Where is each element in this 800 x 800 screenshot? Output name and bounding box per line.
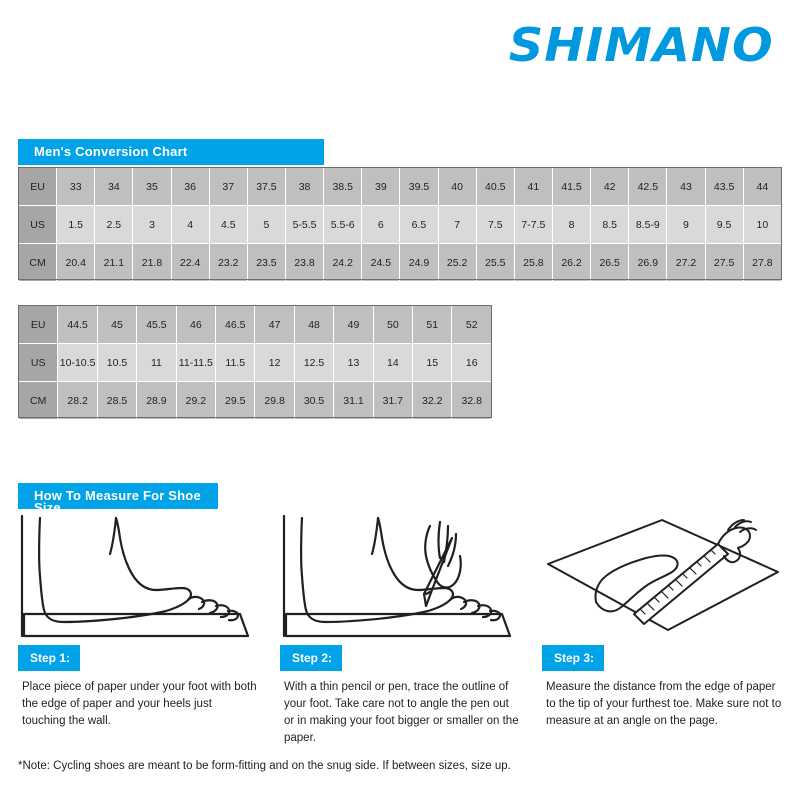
step-2-label: Step 2:: [280, 645, 342, 671]
cell-cm: 32.2: [413, 382, 452, 420]
cell-cm: 31.1: [334, 382, 373, 420]
cell-us: 4: [171, 206, 209, 244]
cell-us: 9.5: [705, 206, 743, 244]
cell-cm: 30.5: [294, 382, 333, 420]
cell-cm: 25.8: [514, 244, 552, 282]
cell-us: 5.5-6: [324, 206, 362, 244]
cell-eu: 38.5: [324, 168, 362, 206]
step-3: [542, 510, 782, 747]
cell-us: 15: [413, 344, 452, 382]
footnote: *Note: Cycling shoes are meant to be form-fitting and on the snug side. If between sizes, size up.: [18, 760, 511, 772]
cell-us: 11: [137, 344, 176, 382]
row-label-eu: EU: [19, 306, 58, 344]
cell-eu: 52: [452, 306, 492, 344]
cell-eu: 51: [413, 306, 452, 344]
cell-cm: 32.8: [452, 382, 492, 420]
conversion-table-1-border: [18, 167, 782, 280]
cell-eu: 46.5: [216, 306, 255, 344]
cell-eu: 42.5: [629, 168, 667, 206]
cell-us: 14: [373, 344, 412, 382]
cell-us: 8.5-9: [629, 206, 667, 244]
cell-us: 10.5: [97, 344, 136, 382]
cell-us: 16: [452, 344, 492, 382]
cell-us: 10-10.5: [58, 344, 97, 382]
cell-us: 12.5: [294, 344, 333, 382]
cell-eu: 36: [171, 168, 209, 206]
cell-cm: 24.2: [324, 244, 362, 282]
cell-eu: 48: [294, 306, 333, 344]
cell-cm: 29.8: [255, 382, 294, 420]
cell-us: 11.5: [216, 344, 255, 382]
cell-cm: 21.8: [133, 244, 171, 282]
cell-us: 7: [438, 206, 476, 244]
cell-us: 5-5.5: [285, 206, 323, 244]
step-3-text: Measure the distance from the edge of paper to the tip of your furthest toe. Make sure not to measure at an angle on the page.: [546, 681, 782, 727]
cell-cm: 20.4: [57, 244, 95, 282]
cell-cm: 24.5: [362, 244, 400, 282]
step-2-text: With a thin pencil or pen, trace the outline of your foot. Take care not to angle the pen out or in making your foot bigger or smaller on the paper.: [284, 681, 519, 744]
cell-eu: 35: [133, 168, 171, 206]
step-1-text: Place piece of paper under your foot with both the edge of paper and your heels just touching the wall.: [22, 681, 257, 727]
cell-eu: 33: [57, 168, 95, 206]
cell-cm: 23.2: [209, 244, 247, 282]
cell-cm: 23.5: [247, 244, 285, 282]
cell-cm: 26.2: [552, 244, 590, 282]
cell-us: 12: [255, 344, 294, 382]
cell-cm: 22.4: [171, 244, 209, 282]
cell-us: 11-11.5: [176, 344, 215, 382]
cell-us: 8.5: [591, 206, 629, 244]
cell-us: 6: [362, 206, 400, 244]
cell-us: 7.5: [476, 206, 514, 244]
ruler-measuring-illustration: [542, 510, 782, 645]
row-label-cm: CM: [19, 382, 58, 420]
how-to-measure-banner: How To Measure For Shoe Size: [18, 483, 218, 509]
cell-cm: 29.5: [216, 382, 255, 420]
cell-cm: 28.2: [58, 382, 97, 420]
cell-eu: 37: [209, 168, 247, 206]
cell-eu: 41.5: [552, 168, 590, 206]
cell-cm: 26.5: [591, 244, 629, 282]
step-1: [18, 510, 258, 747]
measure-steps: [18, 510, 782, 747]
cell-us: 1.5: [57, 206, 95, 244]
cell-cm: 27.5: [705, 244, 743, 282]
cell-cm: 25.2: [438, 244, 476, 282]
row-label-eu: EU: [19, 168, 57, 206]
mens-conversion-chart-banner: Men's Conversion Chart: [18, 139, 324, 165]
cell-eu: 41: [514, 168, 552, 206]
foot-on-paper-illustration: [18, 510, 258, 645]
cell-cm: 27.8: [743, 244, 781, 282]
cell-cm: 31.7: [373, 382, 412, 420]
cell-eu: 42: [591, 168, 629, 206]
cell-cm: 28.9: [137, 382, 176, 420]
cell-us: 5: [247, 206, 285, 244]
cell-cm: 28.5: [97, 382, 136, 420]
cell-us: 2.5: [95, 206, 133, 244]
cell-eu: 39.5: [400, 168, 438, 206]
step-1-label: Step 1:: [18, 645, 80, 671]
cell-eu: 46: [176, 306, 215, 344]
cell-cm: 29.2: [176, 382, 215, 420]
cell-eu: 37.5: [247, 168, 285, 206]
cell-us: 8: [552, 206, 590, 244]
cell-eu: 45.5: [137, 306, 176, 344]
cell-eu: 44: [743, 168, 781, 206]
cell-eu: 40: [438, 168, 476, 206]
cell-eu: 44.5: [58, 306, 97, 344]
cell-us: 13: [334, 344, 373, 382]
row-label-cm: CM: [19, 244, 57, 282]
cell-cm: 26.9: [629, 244, 667, 282]
cell-us: 7-7.5: [514, 206, 552, 244]
cell-eu: 34: [95, 168, 133, 206]
foot-tracing-illustration: [280, 510, 520, 645]
cell-eu: 43: [667, 168, 705, 206]
shimano-logo: SHIMANO: [509, 18, 774, 72]
cell-cm: 21.1: [95, 244, 133, 282]
cell-eu: 39: [362, 168, 400, 206]
cell-cm: 27.2: [667, 244, 705, 282]
cell-eu: 38: [285, 168, 323, 206]
cell-eu: 49: [334, 306, 373, 344]
cell-us: 4.5: [209, 206, 247, 244]
cell-us: 10: [743, 206, 781, 244]
cell-us: 9: [667, 206, 705, 244]
cell-eu: 50: [373, 306, 412, 344]
cell-us: 6.5: [400, 206, 438, 244]
step-2: [280, 510, 520, 747]
cell-cm: 23.8: [285, 244, 323, 282]
cell-cm: 25.5: [476, 244, 514, 282]
step-3-label: Step 3:: [542, 645, 604, 671]
row-label-us: US: [19, 344, 58, 382]
cell-cm: 24.9: [400, 244, 438, 282]
cell-eu: 47: [255, 306, 294, 344]
cell-us: 3: [133, 206, 171, 244]
cell-eu: 40.5: [476, 168, 514, 206]
row-label-us: US: [19, 206, 57, 244]
cell-eu: 43.5: [705, 168, 743, 206]
conversion-table-2-border: [18, 305, 492, 418]
cell-eu: 45: [97, 306, 136, 344]
